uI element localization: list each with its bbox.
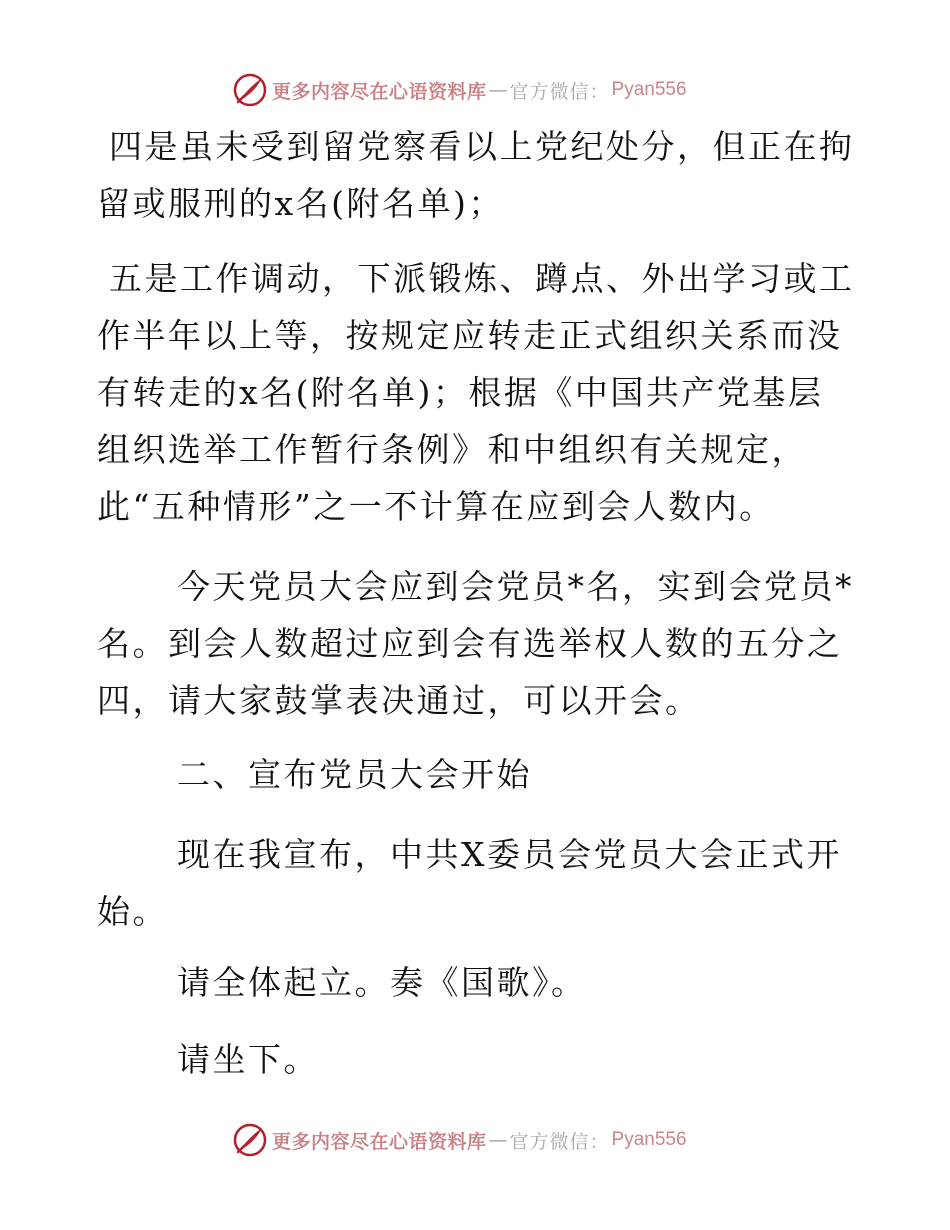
paragraph-four: 四是虽未受到留党察看以上党纪处分，但正在拘留或服刑的x名(附名单)； — [97, 127, 855, 223]
watermark-main-text: 更多内容尽在心语资料库 — [272, 1130, 487, 1153]
watermark-wechat-id: Pyan556 — [611, 79, 687, 100]
watermark-wechat-id: Pyan556 — [611, 1129, 687, 1150]
section-heading-two: 二、宣布党员大会开始 — [177, 755, 532, 794]
watermark-main-text: 更多内容尽在心语资料库 — [272, 80, 487, 103]
quill-logo-icon — [232, 1122, 268, 1158]
paragraph-sit-down: 请坐下。 — [177, 1040, 319, 1079]
watermark-label: 官方微信： — [509, 1130, 610, 1153]
watermark-dash: — — [488, 1129, 508, 1151]
watermark-label: 官方微信： — [509, 80, 610, 103]
watermark-dash: — — [488, 79, 508, 101]
quill-logo-icon — [232, 72, 268, 108]
paragraph-five: 五是工作调动，下派锻炼、蹲点、外出学习或工作半年以上等，按规定应转走正式组织关系而没有转走的x名(附名单)；根据《中国共产党基层组织选举工作暂行条例》和中组织有关规定，此“五种情形”之一不计算在应到会人数内。 — [97, 259, 855, 526]
watermark-footer — [232, 1120, 687, 1160]
watermark-header — [232, 70, 687, 110]
paragraph-announce-start: 现在我宣布，中共X委员会党员大会正式开始。 — [97, 835, 842, 931]
paragraph-attendance: 今天党员大会应到会党员*名，实到会党员*名。到会人数超过应到会有选举权人数的五分之四，请大家鼓掌表决通过，可以开会。 — [97, 567, 854, 720]
paragraph-anthem: 请全体起立。奏《国歌》。 — [177, 963, 587, 1002]
